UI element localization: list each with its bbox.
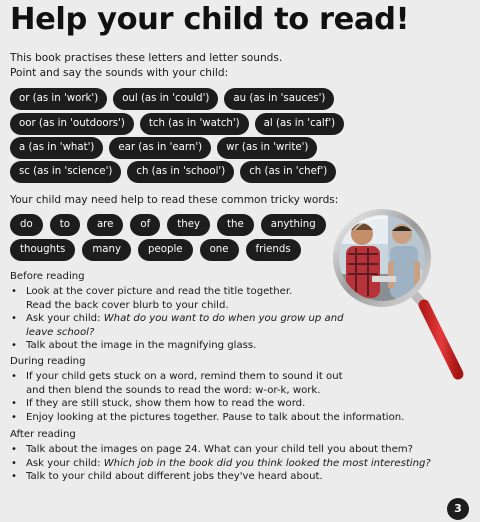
intro-text	[10, 51, 310, 80]
tricky-words-label: Your child may need help to read these common tricky words:	[10, 194, 339, 206]
sound-pill: al (as in 'calf')	[255, 113, 344, 135]
tricky-word-pill: do	[10, 214, 43, 236]
section-heading: During reading	[10, 356, 86, 367]
sound-pill: au (as in 'sauces')	[224, 88, 334, 110]
tricky-word-pill: thoughts	[10, 239, 75, 261]
list-item: • Talk about the image in the magnifying glass.	[11, 340, 257, 352]
during-reading-section	[10, 355, 470, 424]
sound-row	[10, 113, 350, 135]
page-title: Help your child to read!	[10, 2, 410, 37]
intro-line: Point and say the sounds with your child:	[10, 66, 229, 79]
tricky-word-pill: they	[167, 214, 210, 236]
list-item: • If they are still stuck, show them how to read the word.	[11, 398, 306, 410]
sound-row	[10, 161, 342, 183]
section-heading: Before reading	[10, 271, 85, 282]
tricky-word-pill: to	[50, 214, 80, 236]
sound-pill: ch (as in 'chef')	[240, 161, 336, 183]
sound-pill: sc (as in 'science')	[10, 161, 121, 183]
page-number-badge: 3	[447, 498, 469, 520]
tricky-row	[10, 239, 308, 261]
after-reading-section	[10, 428, 470, 484]
list-item: • If your child gets stuck on a word, remind them to sound it out and then blend the sounds to read the word: w-or-k, work.	[11, 371, 343, 396]
section-heading: After reading	[10, 429, 76, 440]
tricky-word-pill: are	[87, 214, 123, 236]
tricky-word-pill: of	[130, 214, 160, 236]
tricky-row	[10, 214, 333, 236]
list-item: • Look at the cover picture and read the title together. Read the back cover blurb to your child.	[11, 286, 293, 311]
sound-pill: tch (as in 'watch')	[140, 113, 249, 135]
list-item: • Talk to your child about different jobs they've heard about.	[11, 471, 323, 483]
sound-pill: or (as in 'work')	[10, 88, 107, 110]
list-item: • Talk about the images on page 24. What can your child tell you about them?	[11, 444, 413, 456]
before-reading-section	[10, 270, 344, 352]
sound-pill: oul (as in 'could')	[113, 88, 218, 110]
list-item: • Ask your child: Which job in the book did you think looked the most interesting?	[11, 457, 431, 469]
sound-row	[10, 88, 340, 110]
sound-row	[10, 137, 323, 159]
tricky-word-pill: one	[200, 239, 239, 261]
tricky-word-pill: anything	[261, 214, 326, 236]
tricky-word-pill: people	[138, 239, 193, 261]
sound-pill: ear (as in 'earn')	[109, 137, 211, 159]
tricky-word-pill: many	[82, 239, 131, 261]
sound-pill: a (as in 'what')	[10, 137, 103, 159]
tricky-word-pill: friends	[246, 239, 301, 261]
intro-line: This book practises these letters and letter sounds.	[10, 52, 283, 64]
list-item: • Ask your child: What do you want to do when you grow up and leave school?	[11, 313, 344, 338]
sound-pill: ch (as in 'school')	[127, 161, 234, 183]
tricky-word-pill: the	[217, 214, 254, 236]
sound-pill: wr (as in 'write')	[217, 137, 317, 159]
sound-pill: oor (as in 'outdoors')	[10, 113, 134, 135]
list-item: • Enjoy looking at the pictures together. Pause to talk about the information.	[11, 411, 405, 423]
